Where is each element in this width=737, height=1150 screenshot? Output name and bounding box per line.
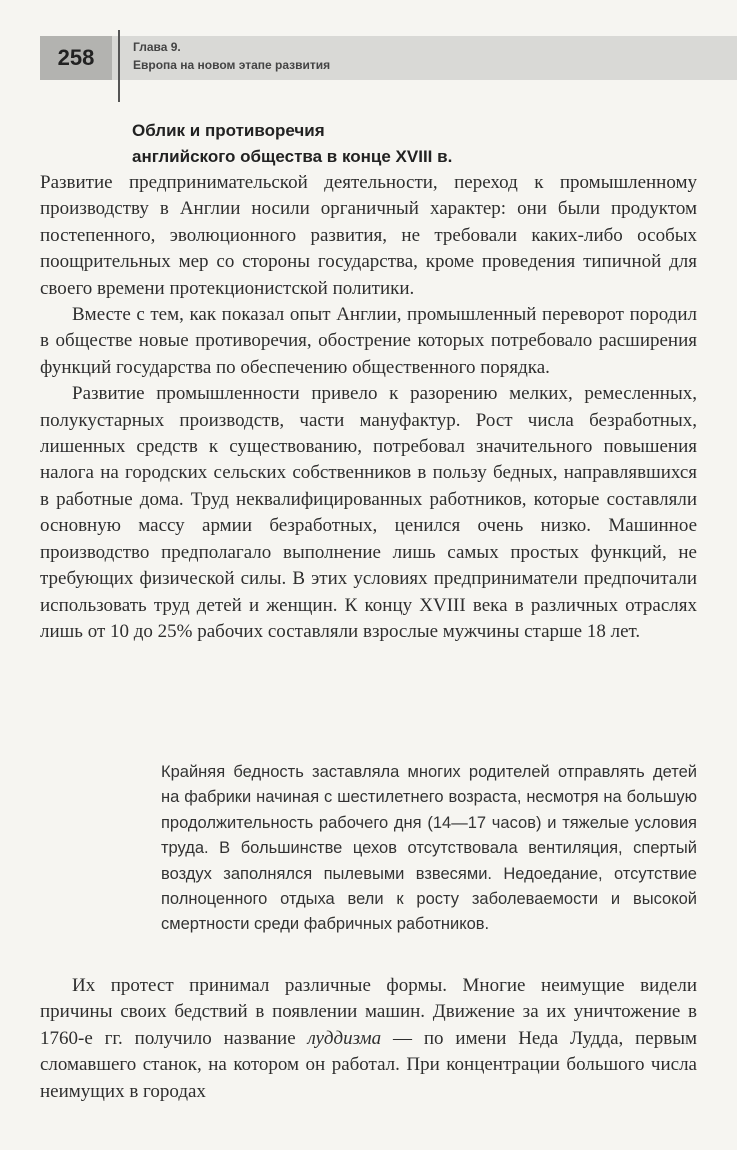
section-title-line-1: Облик и противоречия [132,121,325,140]
body-text-continued [40,973,697,1105]
callout-text: Крайняя бедность заставляла многих родителей отправлять детей на фабрики начиная с шестилетнего возраста, несмотря на большую продолжительность рабочего дня (14—17 часов) и тяжелые условия труда. В большинстве цехов отсутствовала вентиляция, спертый воздух заполнялся пылевыми взвесями. Недоедание, отсутствие полноценного отдыха вели к росту заболеваемости и высокой смертности среди фабричных работников. [161,763,697,934]
header-divider [118,30,120,102]
paragraph-2: Вместе с тем, как показал опыт Англии, промышленный переворот породил в обществе новые противоречия, обострение которых потребовало расширения функций государства по обеспечению общественного порядка. [40,304,697,378]
paragraph-4-end: — по имени Неда Лудда, первым сломавшего станок, на котором он работал. При концентрации большого числа неимущих в городах [40,1027,697,1102]
page-number: 258 [40,36,112,80]
chapter-label: Глава 9. [133,40,181,54]
paragraph-4 [40,973,697,1105]
term-luddism: луддизма [307,1027,382,1049]
paragraph-3: Развитие промышленности привело к разорению мелких, ремесленных, полукустарных производств, части мануфактур. Рост числа безработных, лишенных средств к существованию, потребовал значительного повышения налога на городских сельских собственников в пользу бедных, направлявшихся в работные дома. Труд неквалифицированных работников, которые составляли основную массу армии безработных, ценился очень низко. Машинное производство предполагало выполнение лишь самых простых функций, не требующих физической силы. В этих условиях предприниматели предпочитали использовать труд детей и женщин. К концу XVIII века в различных отраслях лишь от 10 до 25% рабочих составляли взрослые мужчины старше 18 лет. [40,383,697,642]
paragraph-1: Развитие предпринимательской деятельности, переход к промышленному производству в Англии носили органичный характер: они были продуктом постепенного, эволюционного развития, не требовали каких-либо особых поощрительных мер со стороны государства, кроме проведения типичной для своего времени протекционистской политики. [40,172,697,299]
body-text [40,170,697,645]
chapter-title: Европа на новом этапе развития [133,58,331,72]
running-header-text [133,38,330,74]
section-heading [132,118,452,170]
callout-box [161,760,697,938]
section-title-line-2: английского общества в конце XVIII в. [132,147,453,166]
paragraph-4-start: Их протест принимал различные формы. Многие неимущие видели причины своих бедствий в появлении машин. Движение за их уничтожение в 1760-е гг. получило название [40,975,697,1049]
